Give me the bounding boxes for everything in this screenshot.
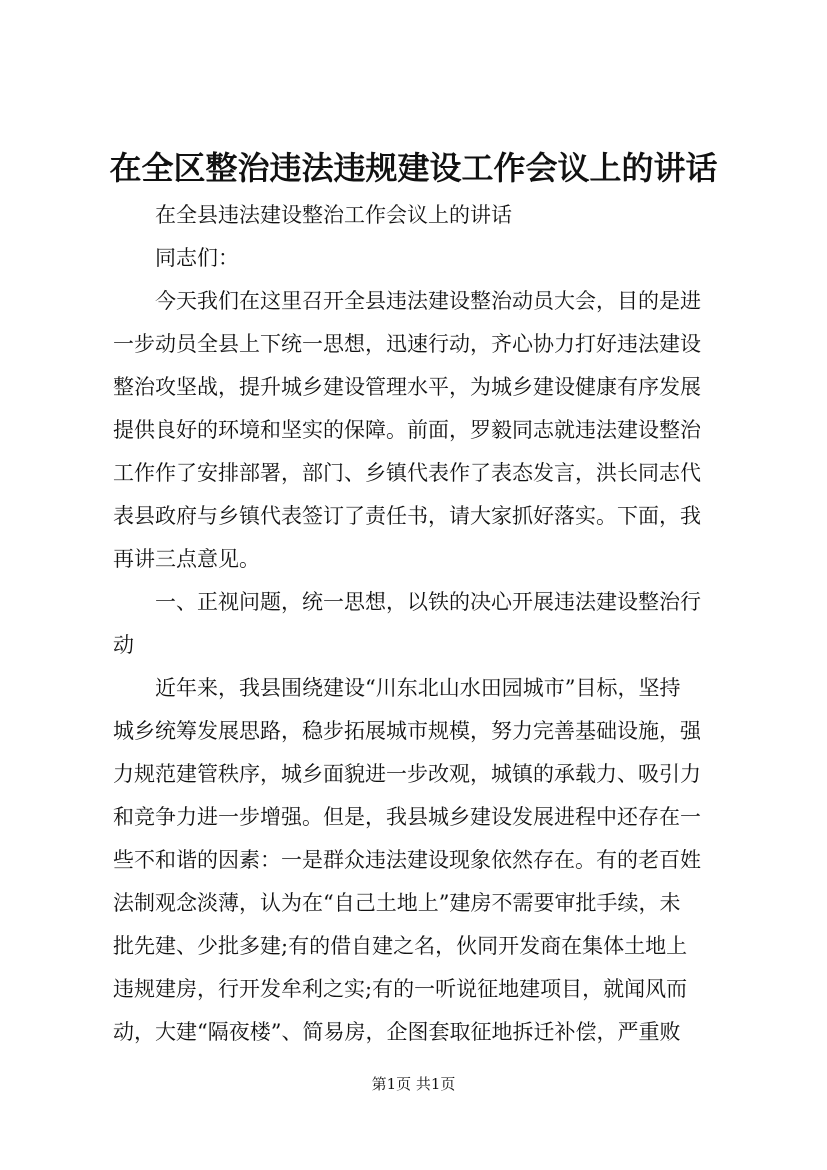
paragraph-line: 近年来，我县围绕建设“川东北山水田园城市”目标，坚持 (155, 676, 681, 700)
paragraph-line: 工作作了安排部署，部门、乡镇代表作了表态发言，洪长同志代 (113, 461, 701, 485)
paragraph-line: 动，大建“隔夜楼”、简易房，企图套取征地拆迁补偿，严重败 (113, 1020, 681, 1044)
subtitle-line: 在全县违法建设整治工作会议上的讲话 (155, 203, 512, 227)
salutation-line: 同志们： (155, 246, 239, 270)
paragraph-line: 提供良好的环境和坚实的保障。前面，罗毅同志就违法建设整治 (113, 418, 701, 442)
paragraph-line: 和竞争力进一步增强。但是，我县城乡建设发展进程中还存在一 (113, 805, 701, 829)
document-body (113, 194, 718, 1054)
paragraph-line: 再讲三点意见。 (113, 547, 260, 571)
section-heading-line: 动 (113, 633, 134, 657)
paragraph-line: 今天我们在这里召开全县违法建设整治动员大会，目的是进 (155, 289, 701, 313)
paragraph-line: 法制观念淡薄，认为在“自己土地上”建房不需要审批手续，未 (113, 891, 681, 915)
document-title: 在全区整治违法违规建设工作会议上的讲话 (109, 149, 718, 187)
paragraph-line: 城乡统筹发展思路，稳步拓展城市规模，努力完善基础设施，强 (113, 719, 701, 743)
section-heading-line: 一、正视问题，统一思想，以铁的决心开展违法建设整治行 (155, 590, 701, 614)
paragraph-line: 表县政府与乡镇代表签订了责任书，请大家抓好落实。下面，我 (113, 504, 701, 528)
paragraph-line: 违规建房，行开发牟利之实;有的一听说征地建项目，就闻风而 (113, 977, 688, 1001)
paragraph-line: 批先建、少批多建;有的借自建之名，伙同开发商在集体土地上 (113, 934, 688, 958)
page-number-footer: 第1页 共1页 (371, 1075, 456, 1093)
paragraph-line: 些不和谐的因素：一是群众违法建设现象依然存在。有的老百姓 (113, 848, 701, 872)
paragraph-line: 一步动员全县上下统一思想，迅速行动，齐心协力打好违法建设 (113, 332, 701, 356)
paragraph-line: 整治攻坚战，提升城乡建设管理水平，为城乡建设健康有序发展 (113, 375, 701, 399)
paragraph-line: 力规范建管秩序，城乡面貌进一步改观，城镇的承载力、吸引力 (113, 762, 701, 786)
